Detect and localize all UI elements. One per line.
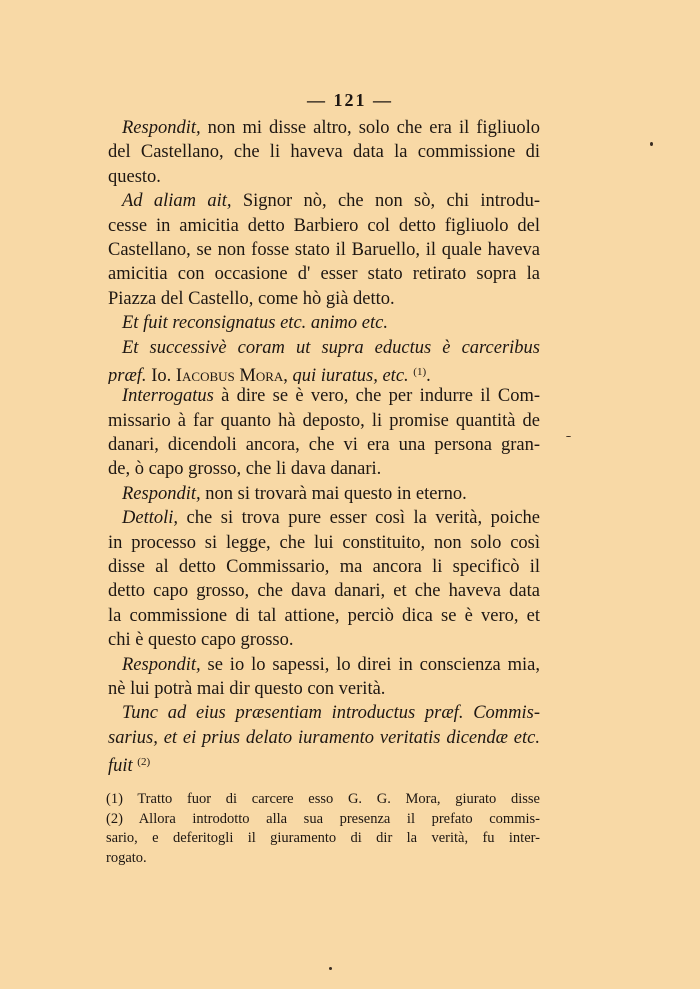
text-span: qui iuratus, etc. [292, 365, 409, 385]
text-line [108, 555, 540, 579]
text-line [108, 750, 540, 774]
text-span: chi è questo capo grosso. [108, 630, 294, 651]
text-span: del Castellano, che li haveva data la commissione di [108, 142, 540, 163]
text-span: nè lui potrà mai dir questo con verità. [108, 678, 386, 699]
text-span: Respondit, [122, 483, 201, 504]
text-span: amicitia con occasione d' esser stato retirato sopra la [108, 264, 540, 285]
text-span: Signor nò, che non sò, chi introdu- [231, 191, 540, 212]
text-span: Et fuit reconsignatus etc. animo etc. [122, 313, 388, 334]
text-span: . [426, 365, 431, 385]
footnote-line: rogato. [106, 849, 147, 866]
text-span: Respondit, [122, 654, 201, 675]
paper-speck [650, 142, 653, 146]
text-span: Piazza del Castello, come hò già detto. [108, 288, 395, 309]
text-span: Tunc ad eius præsentiam introductus præf. Commis- [122, 703, 540, 724]
text-line [108, 262, 540, 286]
text-line [108, 165, 540, 189]
footnote-line: sario, e deferitogli il giuramento di dir la verità, fu inter- [106, 830, 540, 846]
text-span: de, ò capo grosso, che li dava danari. [108, 459, 382, 480]
text-line [108, 360, 540, 384]
text-span: se io lo sapessi, lo direi in conscienza mia, [200, 654, 540, 675]
text-line [108, 409, 540, 433]
footnote-line: (2) Allora introdotto alla sua presenza il prefato commis- [106, 810, 540, 827]
text-line [108, 214, 540, 238]
paper-speck [329, 967, 332, 970]
footnote-ref: (2) [137, 756, 151, 769]
text-span: à dire se è vero, che per indurre il Com- [213, 386, 540, 407]
text-line [108, 701, 540, 725]
text-line [108, 726, 540, 750]
text-line [108, 140, 540, 164]
text-span: Ad aliam ait, [122, 191, 232, 212]
text-span: detto capo grosso, che dava danari, et che haveva data [108, 581, 540, 602]
text-span: in processo si legge, che lui constituito, non solo così [108, 532, 540, 553]
text-span: questo. [108, 166, 161, 187]
text-line [108, 628, 540, 652]
text-line [108, 287, 540, 311]
text-line [108, 116, 540, 140]
text-span: , [283, 365, 293, 385]
text-span: Et successivè coram ut supra eductus è carceribus [122, 337, 540, 358]
footnote-ref: (1) [413, 365, 427, 378]
text-line [108, 433, 540, 457]
text-line [108, 653, 540, 677]
text-span: disse al detto Commissario, ma ancora li specificò il [108, 557, 540, 578]
text-span: præf. [108, 365, 147, 385]
text-span: cesse in amicitia detto Barbiero col detto figliuolo del [108, 215, 540, 236]
page-number: — 121 — [307, 90, 393, 110]
text-span: Interrogatus [122, 386, 214, 407]
text-line [108, 336, 540, 360]
text-line [108, 506, 540, 530]
text-span: danari, dicendoli ancora, che vi era una persona gran- [108, 435, 540, 456]
text-span: Iacobus Mora [175, 365, 284, 385]
text-span: che si trova pure esser così la verità, poiche [178, 508, 540, 529]
text-line [108, 189, 540, 213]
text-span: Respondit, [122, 118, 201, 138]
text-line [108, 311, 540, 335]
text-line [108, 677, 540, 701]
text-line [108, 482, 540, 506]
text-span: Dettoli, [122, 508, 179, 529]
footnotes [106, 790, 540, 868]
text-line [108, 238, 540, 262]
footnote-line: (1) Tratto fuor di carcere esso G. G. Mora, giurato disse [106, 791, 540, 807]
text-span: sarius, et ei prius delato iuramento veritatis dicendæ etc. [108, 727, 540, 748]
text-span: non mi disse altro, solo che era il figliuolo [200, 118, 540, 138]
text-span: Io. [146, 365, 176, 385]
main-text [108, 116, 540, 775]
text-line [108, 579, 540, 603]
text-line [108, 457, 540, 481]
paper-speck [566, 436, 571, 437]
text-span: missario à far quanto hà deposto, li promise quantità de [108, 410, 540, 431]
text-span: Castellano, se non fosse stato il Baruello, il quale haveva [108, 239, 540, 260]
text-span: la commissione di tal attione, perciò dica se è vero, et [108, 605, 540, 626]
text-line [108, 531, 540, 555]
text-span: non si trovarà mai questo in eterno. [200, 483, 467, 504]
text-line [108, 604, 540, 628]
text-span: fuit [108, 756, 133, 775]
text-line [108, 384, 540, 408]
